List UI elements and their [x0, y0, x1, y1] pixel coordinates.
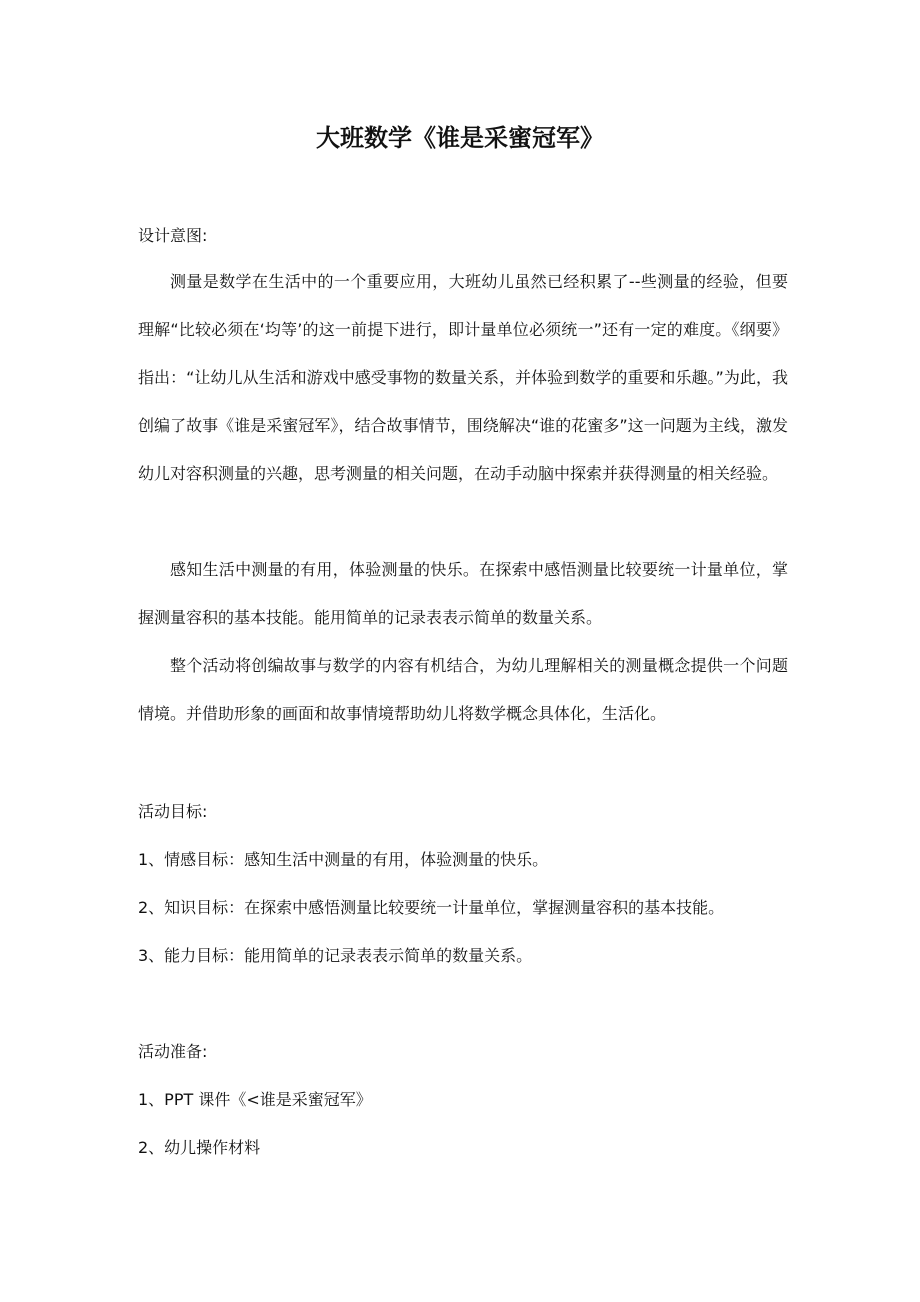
design-intent-paragraph-2: 感知生活中测量的有用，体验测量的快乐。在探索中感悟测量比较要统一计量单位，掌握测量容积的基本技能。能用简单的记录表表示简单的数量关系。 [138, 560, 788, 627]
preparation-heading: 活动准备: [138, 1042, 208, 1061]
document-title: 大班数学《谁是采蜜冠军》 [316, 124, 604, 152]
design-intent-paragraph-1: 测量是数学在生活中的一个重要应用，大班幼儿虽然已经积累了--些测量的经验，但要理解“比较必须在‘均等’的这一前提下进行，即计量单位必须统一”还有一定的难度。《纲要》指出：“让幼儿从生活和游戏中感受事物的数量关系，并体验到数学的重要和乐趣。”为此，我创编了故事《谁是采蜜冠军》，结合故事情节，围绕解决“谁的花蜜多”这一问题为主线，激发幼儿对容积测量的兴趣，思考测量的相关问题，在动手动脑中探索并获得测量的相关经验。 [138, 272, 788, 483]
preparation-item-1: 1、PPT 课件《<谁是采蜜冠军》 [138, 1090, 372, 1109]
objectives-heading: 活动目标: [138, 802, 208, 821]
objective-item-2: 2、知识目标：在探索中感悟测量比较要统一计量单位，掌握测量容积的基本技能。 [138, 898, 725, 917]
design-intent-paragraph-3: 整个活动将创编故事与数学的内容有机结合，为幼儿理解相关的测量概念提供一个问题情境。并借助形象的画面和故事情境帮助幼儿将数学概念具体化，生活化。 [138, 656, 788, 723]
objective-item-3: 3、能力目标：能用简单的记录表表示简单的数量关系。 [138, 946, 533, 965]
design-intent-heading: 设计意图: [138, 226, 208, 245]
objective-item-1: 1、情感目标：感知生活中测量的有用，体验测量的快乐。 [138, 850, 549, 869]
preparation-item-2: 2、幼儿操作材料 [138, 1138, 261, 1157]
